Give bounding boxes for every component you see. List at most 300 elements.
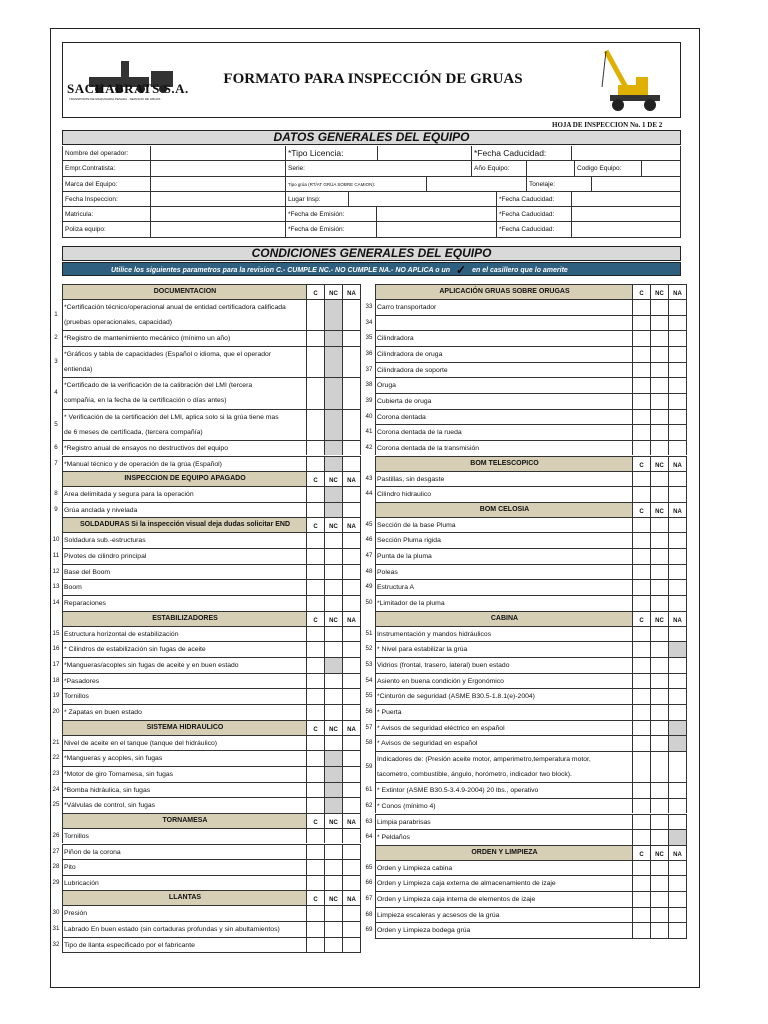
checkbox-na[interactable] <box>343 532 361 548</box>
license-type-field[interactable] <box>377 146 471 160</box>
checklist-item <box>50 673 361 689</box>
checkbox-c[interactable] <box>307 595 325 611</box>
checkbox-nc[interactable] <box>651 315 669 331</box>
checkbox-na[interactable] <box>343 766 361 782</box>
checkbox-na[interactable] <box>669 720 687 736</box>
checkbox-c[interactable] <box>633 299 651 315</box>
checkbox-nc[interactable] <box>651 641 669 657</box>
checkbox-nc[interactable] <box>651 720 669 736</box>
checkbox-c[interactable] <box>633 720 651 736</box>
checkbox-na[interactable] <box>343 921 361 937</box>
checkbox-c[interactable] <box>633 315 651 331</box>
checkbox-na[interactable] <box>343 440 361 456</box>
item-description: * Avisos de seguridad en español <box>375 735 633 751</box>
checkbox-nc[interactable] <box>651 330 669 346</box>
form-header <box>62 42 681 118</box>
checkbox-na[interactable] <box>343 937 361 953</box>
checkbox-na[interactable] <box>343 579 361 595</box>
checkbox-nc[interactable] <box>325 626 343 642</box>
column-header-nc: NC <box>325 720 343 735</box>
checkbox-nc[interactable] <box>651 486 669 502</box>
table-bottom-border <box>62 952 361 953</box>
operator-name-field[interactable] <box>150 146 285 160</box>
checkbox-nc[interactable] <box>651 626 669 642</box>
checkbox-nc[interactable] <box>325 299 343 330</box>
item-number: 6 <box>54 443 58 451</box>
checkbox-na[interactable] <box>669 595 687 611</box>
checkbox-nc[interactable] <box>651 704 669 720</box>
inspection-date-field[interactable] <box>150 192 285 206</box>
checkbox-nc[interactable] <box>651 922 669 938</box>
checkbox-na[interactable] <box>669 798 687 814</box>
checkbox-c[interactable] <box>633 440 651 456</box>
checkbox-c[interactable] <box>633 798 651 814</box>
checkbox-nc[interactable] <box>325 735 343 751</box>
checkbox-c[interactable] <box>307 657 325 673</box>
checkbox-nc[interactable] <box>325 456 343 472</box>
checkbox-nc[interactable] <box>651 673 669 689</box>
checkbox-na[interactable] <box>669 346 687 362</box>
checkbox-c[interactable] <box>633 517 651 533</box>
item-description: Pivotes de cilindro principal <box>62 548 307 564</box>
section-header <box>363 284 687 299</box>
checkbox-nc[interactable] <box>651 440 669 456</box>
checkbox-c[interactable] <box>633 860 651 876</box>
checkbox-na[interactable] <box>343 502 361 518</box>
sheet-number: HOJA DE INSPECCION No. 1 DE 2 <box>552 121 663 129</box>
checkbox-c[interactable] <box>633 393 651 409</box>
checkbox-na[interactable] <box>343 626 361 642</box>
crane-type-field[interactable] <box>426 177 526 191</box>
item-number: 23 <box>52 769 60 777</box>
section-header-label: BOM CELOSIA <box>375 502 633 517</box>
checkbox-nc[interactable] <box>651 409 669 425</box>
item-number: 30 <box>52 909 60 917</box>
checkbox-nc[interactable] <box>651 299 669 315</box>
checkbox-nc[interactable] <box>325 673 343 689</box>
checkbox-nc[interactable] <box>325 828 343 844</box>
item-number: 58 <box>365 739 373 747</box>
checkbox-nc[interactable] <box>325 905 343 921</box>
item-description: Corona dentada <box>375 409 633 425</box>
checkbox-c[interactable] <box>307 409 325 440</box>
checkbox-nc[interactable] <box>651 735 669 751</box>
checkbox-c[interactable] <box>633 626 651 642</box>
checkbox-na[interactable] <box>669 393 687 409</box>
checkbox-na[interactable] <box>669 891 687 907</box>
item-number: 54 <box>365 676 373 684</box>
checkbox-c[interactable] <box>307 440 325 456</box>
item-description: Instrumentación y mandos hidráulicos <box>375 626 633 642</box>
checkbox-na[interactable] <box>669 377 687 393</box>
checkbox-na[interactable] <box>343 299 361 330</box>
checklist-item <box>50 704 361 720</box>
item-number: 38 <box>365 381 373 389</box>
checkbox-nc[interactable] <box>325 750 343 766</box>
checkbox-nc[interactable] <box>325 564 343 580</box>
checkbox-c[interactable] <box>633 409 651 425</box>
checkbox-na[interactable] <box>669 579 687 595</box>
instructions-banner <box>62 262 681 276</box>
checkbox-nc[interactable] <box>325 704 343 720</box>
checkbox-nc[interactable] <box>325 579 343 595</box>
checkbox-na[interactable] <box>343 657 361 673</box>
item-number: 35 <box>365 334 373 342</box>
checkbox-na[interactable] <box>343 828 361 844</box>
item-number: 10 <box>52 536 60 544</box>
equipment-brand-field[interactable] <box>150 177 285 191</box>
checkbox-na[interactable] <box>669 814 687 830</box>
item-description: * Avisos de seguridad eléctrico en español <box>375 720 633 736</box>
checkbox-c[interactable] <box>633 751 651 782</box>
checkbox-nc[interactable] <box>325 486 343 502</box>
policy-field[interactable] <box>150 222 285 236</box>
checkbox-c[interactable] <box>633 532 651 548</box>
column-header-c: C <box>307 284 325 299</box>
checkbox-nc[interactable] <box>651 548 669 564</box>
checkbox-c[interactable] <box>633 330 651 346</box>
checkbox-na[interactable] <box>343 641 361 657</box>
equipment-brand-label: Marca del Equipo: <box>65 180 118 188</box>
checkbox-c[interactable] <box>307 782 325 798</box>
checkbox-na[interactable] <box>343 673 361 689</box>
checkbox-nc[interactable] <box>325 346 343 377</box>
checkbox-c[interactable] <box>633 641 651 657</box>
expiry-date-2-field[interactable] <box>571 192 682 206</box>
checkbox-c[interactable] <box>633 875 651 891</box>
item-description: Tipo de llanta especificado por el fabricante <box>62 937 307 953</box>
equipment-year-field[interactable] <box>526 161 574 175</box>
column-header-c: C <box>633 284 651 299</box>
item-number: 44 <box>365 490 373 498</box>
checkbox-c[interactable] <box>307 330 325 346</box>
checkbox-c[interactable] <box>307 766 325 782</box>
checkbox-c[interactable] <box>633 657 651 673</box>
item-number: 48 <box>365 567 373 575</box>
checkbox-c[interactable] <box>307 564 325 580</box>
checkbox-c[interactable] <box>307 937 325 953</box>
checklist-item <box>363 735 687 751</box>
checkbox-c[interactable] <box>307 688 325 704</box>
checklist-item <box>363 532 687 548</box>
checkbox-c[interactable] <box>307 456 325 472</box>
checkbox-nc[interactable] <box>325 921 343 937</box>
checkbox-nc[interactable] <box>325 766 343 782</box>
checkbox-c[interactable] <box>307 579 325 595</box>
checkbox-nc[interactable] <box>325 797 343 813</box>
checkbox-na[interactable] <box>669 548 687 564</box>
section-header <box>363 611 687 626</box>
checkbox-nc[interactable] <box>651 595 669 611</box>
checklist-item <box>363 720 687 736</box>
item-number: 66 <box>365 879 373 887</box>
checkbox-nc[interactable] <box>651 377 669 393</box>
item-number: 32 <box>52 940 60 948</box>
item-number: 57 <box>365 723 373 731</box>
checkbox-c[interactable] <box>307 299 325 330</box>
checkbox-c[interactable] <box>633 564 651 580</box>
item-description: Tornillos <box>62 828 307 844</box>
checkbox-c[interactable] <box>307 626 325 642</box>
checkbox-nc[interactable] <box>325 844 343 860</box>
item-number: 22 <box>52 754 60 762</box>
checklist-item <box>50 750 361 766</box>
checkbox-nc[interactable] <box>651 657 669 673</box>
checkbox-nc[interactable] <box>651 688 669 704</box>
checkbox-na[interactable] <box>343 548 361 564</box>
checkbox-nc[interactable] <box>651 751 669 782</box>
checkbox-c[interactable] <box>307 859 325 875</box>
checkbox-nc[interactable] <box>651 532 669 548</box>
checklist-item <box>50 456 361 472</box>
column-header-c: C <box>307 890 325 905</box>
contractor-field[interactable] <box>150 161 285 175</box>
expiry-date-4-field[interactable] <box>571 222 682 236</box>
item-number: 15 <box>52 629 60 637</box>
checkbox-na[interactable] <box>669 471 687 487</box>
checkbox-na[interactable] <box>669 782 687 798</box>
checkbox-nc[interactable] <box>651 346 669 362</box>
checkbox-na[interactable] <box>343 782 361 798</box>
checkbox-nc[interactable] <box>325 502 343 518</box>
checkbox-c[interactable] <box>633 548 651 564</box>
item-number: 62 <box>365 801 373 809</box>
checkbox-nc[interactable] <box>325 595 343 611</box>
checklist-item <box>363 860 687 876</box>
checkbox-na[interactable] <box>669 315 687 331</box>
expiry-date-3-field[interactable] <box>571 207 682 221</box>
checkbox-c[interactable] <box>307 673 325 689</box>
tonnage-field[interactable] <box>591 177 682 191</box>
checkbox-na[interactable] <box>669 673 687 689</box>
column-header-nc: NC <box>651 845 669 860</box>
checkbox-na[interactable] <box>669 875 687 891</box>
checkbox-na[interactable] <box>669 922 687 938</box>
checkbox-na[interactable] <box>669 486 687 502</box>
checkbox-na[interactable] <box>669 626 687 642</box>
column-header-na: NA <box>669 845 687 860</box>
checkbox-nc[interactable] <box>651 564 669 580</box>
item-number: 36 <box>365 349 373 357</box>
checkbox-na[interactable] <box>669 751 687 782</box>
checkbox-c[interactable] <box>633 814 651 830</box>
item-number: 69 <box>365 926 373 934</box>
item-description: *Mangueras/acoples sin fugas de aceite y en buen estado <box>62 657 307 673</box>
checkbox-na[interactable] <box>669 362 687 378</box>
section-header-label: DOCUMENTACION <box>62 284 307 299</box>
checkbox-c[interactable] <box>633 377 651 393</box>
checklist-item <box>363 829 687 845</box>
checkbox-na[interactable] <box>343 346 361 377</box>
checkbox-c[interactable] <box>633 471 651 487</box>
checkbox-nc[interactable] <box>651 860 669 876</box>
checkbox-nc[interactable] <box>651 424 669 440</box>
checkbox-c[interactable] <box>633 595 651 611</box>
checkbox-na[interactable] <box>343 844 361 860</box>
checkbox-c[interactable] <box>633 735 651 751</box>
checkbox-na[interactable] <box>669 907 687 923</box>
checkbox-na[interactable] <box>343 486 361 502</box>
checkbox-na[interactable] <box>669 409 687 425</box>
checklist-item <box>363 657 687 673</box>
checkbox-c[interactable] <box>307 828 325 844</box>
item-description: Sección de la base Pluma <box>375 517 633 533</box>
checkbox-nc[interactable] <box>651 393 669 409</box>
registration-label: Matricula: <box>65 211 94 219</box>
checkbox-nc[interactable] <box>325 937 343 953</box>
checkbox-nc[interactable] <box>325 875 343 891</box>
checkbox-nc[interactable] <box>325 330 343 346</box>
checkbox-na[interactable] <box>343 875 361 891</box>
banner-text-left: Utilice los siguientes parametros para la revision C.- CUMPLE NC.- NO CUMPLE NA.- NO APLICA o un <box>111 266 451 274</box>
checkbox-c[interactable] <box>633 424 651 440</box>
checkbox-na[interactable] <box>343 595 361 611</box>
checkbox-nc[interactable] <box>651 907 669 923</box>
logo-text: SACHABRATS S.A. <box>67 81 189 96</box>
checkbox-na[interactable] <box>343 797 361 813</box>
checklist-item <box>363 595 687 611</box>
checkbox-na[interactable] <box>669 688 687 704</box>
inspection-place-field[interactable] <box>348 192 496 206</box>
checkbox-c[interactable] <box>307 921 325 937</box>
checkbox-c[interactable] <box>633 907 651 923</box>
column-header-nc: NC <box>651 611 669 626</box>
checkbox-nc[interactable] <box>325 548 343 564</box>
section-header-label: SISTEMA HIDRAULICO <box>62 720 307 735</box>
checkbox-nc[interactable] <box>651 829 669 845</box>
checkbox-nc[interactable] <box>325 532 343 548</box>
checkbox-na[interactable] <box>669 440 687 456</box>
checkbox-na[interactable] <box>669 517 687 533</box>
checkbox-na[interactable] <box>343 735 361 751</box>
checkbox-c[interactable] <box>633 346 651 362</box>
checkbox-nc[interactable] <box>651 362 669 378</box>
checkbox-c[interactable] <box>307 486 325 502</box>
checkbox-nc[interactable] <box>651 891 669 907</box>
checkbox-na[interactable] <box>669 299 687 315</box>
checkbox-c[interactable] <box>307 750 325 766</box>
checkbox-c[interactable] <box>307 735 325 751</box>
checkbox-c[interactable] <box>633 688 651 704</box>
checklist-item <box>363 688 687 704</box>
item-description: *Certificado de la verificación de la calibración del LMI (tercera compañía, en la fecha de la certificación o días antes) <box>62 377 307 408</box>
checkbox-c[interactable] <box>307 797 325 813</box>
checkbox-c[interactable] <box>633 673 651 689</box>
registration-field[interactable] <box>150 207 285 221</box>
checkbox-nc[interactable] <box>325 657 343 673</box>
checkbox-na[interactable] <box>669 735 687 751</box>
checkbox-na[interactable] <box>343 859 361 875</box>
issue-date-2-field[interactable] <box>376 222 496 236</box>
item-number: 19 <box>52 692 60 700</box>
checkbox-na[interactable] <box>669 564 687 580</box>
checkbox-c[interactable] <box>307 346 325 377</box>
checkbox-c[interactable] <box>307 548 325 564</box>
checklist-item <box>363 626 687 642</box>
checkbox-nc[interactable] <box>325 409 343 440</box>
checkbox-na[interactable] <box>669 424 687 440</box>
checkbox-nc[interactable] <box>651 814 669 830</box>
checkbox-nc[interactable] <box>325 782 343 798</box>
checkbox-nc[interactable] <box>325 688 343 704</box>
checkbox-c[interactable] <box>307 641 325 657</box>
checkbox-na[interactable] <box>343 564 361 580</box>
checkbox-nc[interactable] <box>325 440 343 456</box>
issue-date-field[interactable] <box>376 207 496 221</box>
checkbox-nc[interactable] <box>651 471 669 487</box>
checkbox-c[interactable] <box>307 875 325 891</box>
checklist-item <box>50 564 361 580</box>
checkbox-na[interactable] <box>343 905 361 921</box>
checklist-item <box>363 409 687 425</box>
checkbox-nc[interactable] <box>325 641 343 657</box>
checkbox-na[interactable] <box>669 532 687 548</box>
checkbox-nc[interactable] <box>325 859 343 875</box>
checkbox-na[interactable] <box>669 657 687 673</box>
checkbox-c[interactable] <box>307 905 325 921</box>
column-header-nc: NC <box>325 517 343 532</box>
checkbox-nc[interactable] <box>651 517 669 533</box>
checkbox-c[interactable] <box>307 844 325 860</box>
checkbox-c[interactable] <box>633 486 651 502</box>
item-number: 68 <box>365 910 373 918</box>
checkbox-na[interactable] <box>343 456 361 472</box>
checkbox-na[interactable] <box>669 641 687 657</box>
checkbox-c[interactable] <box>307 502 325 518</box>
checkbox-na[interactable] <box>669 704 687 720</box>
checklist-item <box>363 641 687 657</box>
checkbox-na[interactable] <box>343 704 361 720</box>
checkbox-c[interactable] <box>633 362 651 378</box>
checkbox-nc[interactable] <box>651 875 669 891</box>
column-header-na: NA <box>669 284 687 299</box>
checkbox-na[interactable] <box>343 409 361 440</box>
checkbox-c[interactable] <box>633 922 651 938</box>
checkbox-c[interactable] <box>633 891 651 907</box>
item-description: *Manual técnico y de operación de la grúa (Español) <box>62 456 307 472</box>
checkbox-nc[interactable] <box>651 798 669 814</box>
checkbox-na[interactable] <box>343 688 361 704</box>
general-data-title: DATOS GENERALES DEL EQUIPO <box>62 130 681 145</box>
checkbox-na[interactable] <box>343 377 361 408</box>
item-description: *Cinturón de seguridad (ASME B30.5-1.8.1(e)-2004) <box>375 688 633 704</box>
checkbox-c[interactable] <box>307 704 325 720</box>
item-number: 24 <box>52 785 60 793</box>
checkbox-nc[interactable] <box>651 782 669 798</box>
checkbox-c[interactable] <box>633 782 651 798</box>
item-description: Labrado En buen estado (sin cortaduras profundas y sin abultamientos) <box>62 921 307 937</box>
checkbox-nc[interactable] <box>325 377 343 408</box>
checkbox-na[interactable] <box>669 829 687 845</box>
checkbox-c[interactable] <box>307 377 325 408</box>
section-header-label: BOM TELESCOPICO <box>375 456 633 471</box>
checkbox-na[interactable] <box>343 750 361 766</box>
item-description: Punta de la pluma <box>375 548 633 564</box>
checkbox-nc[interactable] <box>651 579 669 595</box>
checkbox-na[interactable] <box>669 330 687 346</box>
checkbox-na[interactable] <box>669 860 687 876</box>
expiry-date-field[interactable] <box>571 146 682 160</box>
checkbox-na[interactable] <box>343 330 361 346</box>
contractor-label: Empr.Contratista: <box>65 165 116 173</box>
section-header <box>363 456 687 471</box>
checkbox-c[interactable] <box>307 532 325 548</box>
checkbox-c[interactable] <box>633 579 651 595</box>
checkbox-c[interactable] <box>633 704 651 720</box>
checkbox-c[interactable] <box>633 829 651 845</box>
equipment-code-field[interactable] <box>641 161 682 175</box>
checklist-item <box>50 502 361 518</box>
